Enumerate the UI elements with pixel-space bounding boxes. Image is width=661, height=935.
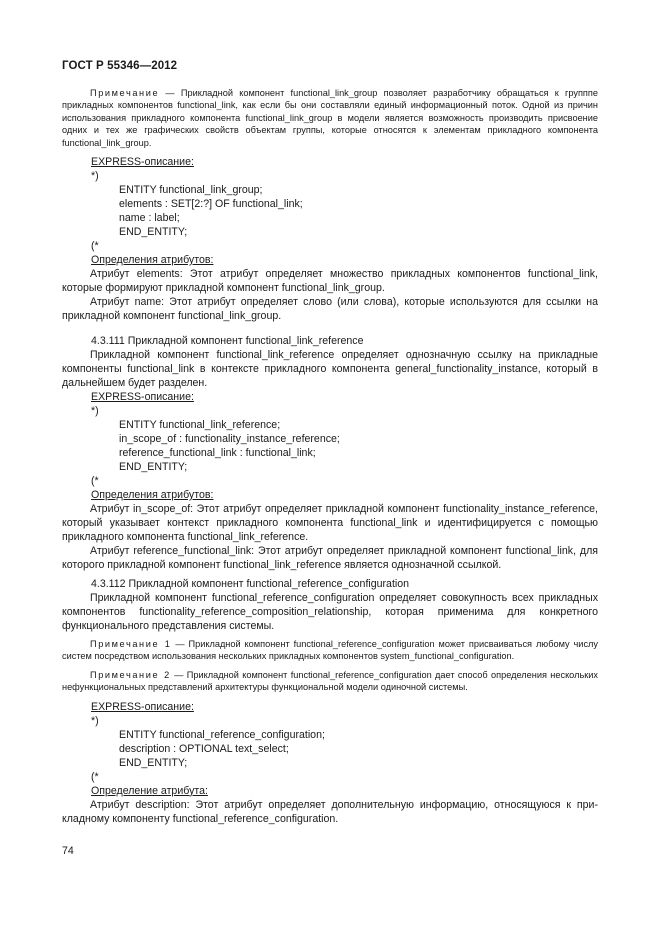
- express-label: EXPRESS-описание:: [91, 700, 194, 713]
- attributes-label: Определение атрибута:: [91, 784, 208, 797]
- code-line: reference_functional_link : functional_link;: [119, 447, 316, 459]
- code-line: ENTITY functional_link_group;: [119, 184, 263, 197]
- attribute-definition: Атрибут description: Этот атрибут определяет дополнительную информацию, относящуюся к прикладному компоненту functional_reference_configuration.: [62, 798, 598, 825]
- comment-close: (*: [91, 475, 99, 487]
- attribute-definition: Атрибут reference_functional_link: Этот атрибут определяет прикладной компонент functional_link, для которого прикладной компонент functional_link_reference является однозначной ссылкой.: [62, 545, 598, 571]
- code-line: ENTITY functional_link_reference;: [119, 419, 281, 431]
- section-functional-link-reference: [62, 334, 598, 572]
- express-label: EXPRESS-описание:: [91, 156, 194, 169]
- section-title: 4.3.112 Прикладной компонент functional_reference_configuration: [91, 578, 410, 590]
- note-label: Примечание 1: [90, 639, 172, 649]
- attribute-definition: Атрибут elements: Этот атрибут определяет множество прикладных компонентов functional_link, которые формируют прикладной компонент functional_link_group.: [62, 268, 598, 295]
- note-text: — Прикладной компонент functional_reference_configuration может присваиваться любому числу систем посредством использования нескольких прикладных компонентов system_functional_configuration.: [62, 639, 598, 662]
- section-description: Прикладной компонент functional_reference_configuration определяет совокупность всех прикладных компонентов functionality_reference_composition_relationship, которая применима для конкретного функционального представления системы.: [62, 592, 598, 632]
- code-line: description : OPTIONAL text_select;: [119, 742, 289, 755]
- attributes-label: Определения атрибутов:: [91, 489, 214, 501]
- section-functional-reference-configuration: [62, 577, 598, 826]
- note: [62, 638, 598, 663]
- code-line: elements : SET[2:?] OF functional_link;: [119, 198, 303, 211]
- note: [62, 87, 598, 149]
- note-label: Примечание: [90, 88, 160, 98]
- comment-close: (*: [91, 770, 99, 783]
- code-line: name : label;: [119, 212, 180, 225]
- page-number: 74: [62, 845, 74, 857]
- comment-open: *): [91, 405, 99, 417]
- comment-open: *): [91, 714, 99, 727]
- code-line: ENTITY functional_reference_configuration;: [119, 728, 325, 741]
- code-line: in_scope_of : functionality_instance_reference;: [119, 433, 340, 445]
- attributes-label: Определения атрибутов:: [91, 254, 214, 267]
- note-label: Примечание 2: [90, 669, 171, 680]
- comment-open: *): [91, 170, 99, 183]
- comment-close: (*: [91, 240, 99, 253]
- document-id: ГОСТ Р 55346—2012: [62, 60, 178, 72]
- code-line: END_ENTITY;: [119, 756, 188, 769]
- attribute-definition: Атрибут name: Этот атрибут определяет слово (или слова), которые используются для ссылки на прикладной компонент functional_link_group.: [62, 296, 598, 323]
- note-text: — Прикладной компонент functional_link_group позволяет разработчику обращаться к групппе прикладных компонентов functional_link, как если бы они составляли единый информационный поток. Одной из причин использования прикладного компонента functional_link_group в модели является возможность производить присвоение одних и тех же графических свойств объектам группы, которые относятся к элементам прикладного компонента functional_link_group.: [62, 88, 598, 148]
- express-label: EXPRESS-описание:: [91, 391, 194, 403]
- code-line: END_ENTITY;: [119, 226, 188, 239]
- note-text: — Прикладной компонент functional_reference_configuration дает способ определения нескольких нефункциональных представлений архитектуры функциональной модели одиночной системы.: [62, 669, 598, 693]
- attribute-definition: Атрибут in_scope_of: Этот атрибут определяет прикладной компонент functionality_instance_reference, который указывает контекст прикладного компонента functional_link и идентифицируется с помощью прикладного компонента functional_link_reference.: [62, 503, 598, 543]
- note: [62, 669, 598, 694]
- code-line: END_ENTITY;: [119, 461, 188, 473]
- section-functional-link-group: [62, 87, 598, 323]
- section-description: Прикладной компонент functional_link_reference определяет однозначную ссылку на прикладные компоненты functional_link в контексте прикладного компонента general_functionality_instance, который в дальнейшем будет разделен.: [62, 349, 598, 389]
- section-title: 4.3.111 Прикладной компонент functional_link_reference: [91, 335, 364, 347]
